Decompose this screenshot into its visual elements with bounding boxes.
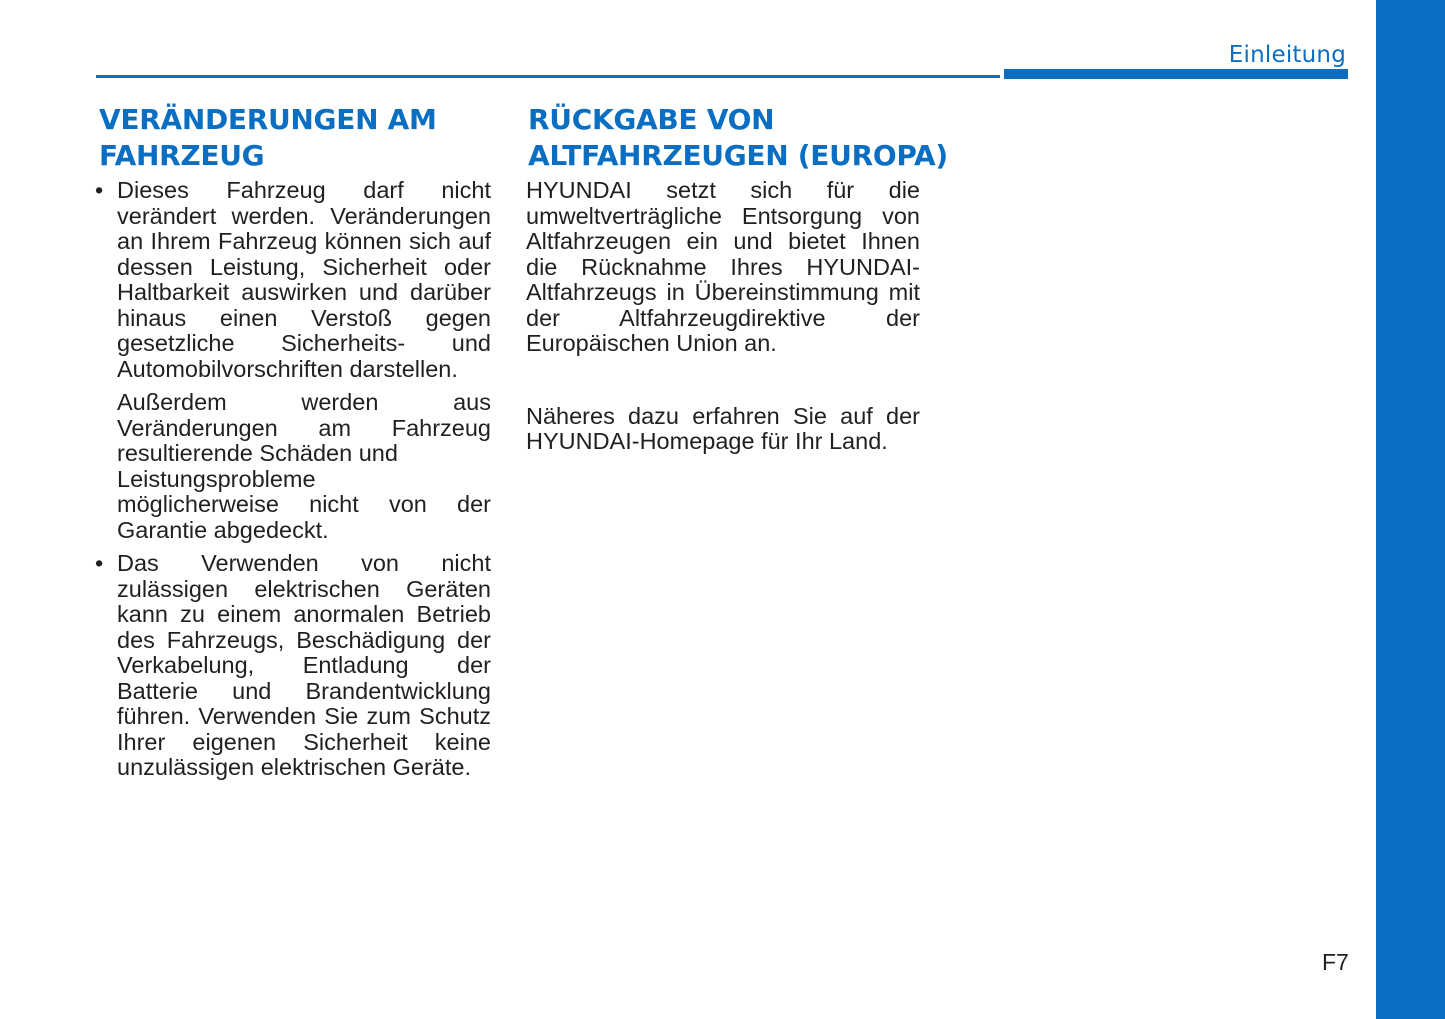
warranty-note <box>117 390 491 543</box>
vehicle-return-column <box>526 178 920 463</box>
bullet-icon: • <box>95 177 104 203</box>
bullet-icon: • <box>95 550 104 576</box>
bullet-item-electrical-devices <box>95 550 491 781</box>
modifications-column <box>95 177 491 789</box>
bullet-text-modifications: Dieses Fahrzeug darf nicht verändert werden. Veränderungen an Ihrem Fahrzeug können sich auf dessen Leistung, Sicherheit oder Haltbarkeit auswirken und darüber hinaus einen Verstoß gegen gesetzliche Sicherheits- und Automobilvorschriften darstellen. <box>117 177 491 382</box>
warranty-note-line3: möglicherweise nicht von der Garantie abgedeckt. <box>117 491 491 543</box>
heading-modifications-line1: VERÄNDERUNGEN AM <box>99 103 437 136</box>
warranty-note-line2: Leistungsprobleme <box>117 465 316 492</box>
paragraph-spacer <box>526 365 920 404</box>
heading-vehicle-return-line1: RÜCKGABE VON <box>528 103 775 136</box>
heading-vehicle-return-line2: ALTFAHRZEUGEN (EUROPA) <box>528 139 948 172</box>
section-label: Einleitung <box>1228 42 1346 68</box>
side-color-bar <box>1376 0 1445 1019</box>
page-number: F7 <box>1322 949 1349 975</box>
heading-vehicle-return <box>528 102 948 174</box>
warranty-note-line1: Außerdem werden aus Veränderungen am Fahrzeug resultierende Schäden und <box>117 389 491 466</box>
bullet-item-modifications <box>95 177 491 543</box>
bullet-text-electrical-devices: Das Verwenden von nicht zulässigen elektrischen Geräten kann zu einem anormalen Betrieb des Fahrzeugs, Beschädigung der Verkabelung, Entladung der Batterie und Brandentwicklung führen. Verwenden Sie zum Schutz Ihrer eigenen Sicherheit keine unzulässigen elektrischen Geräte. <box>117 550 491 780</box>
header-rule-thin <box>96 75 1000 78</box>
homepage-paragraph: Näheres dazu erfahren Sie auf der HYUNDAI-Homepage für Ihr Land. <box>526 402 920 454</box>
heading-modifications-line2: FAHRZEUG <box>99 139 265 172</box>
header-rule-thick <box>1004 69 1348 79</box>
heading-modifications <box>99 102 437 174</box>
vehicle-return-paragraph: HYUNDAI setzt sich für die umweltverträgliche Entsorgung von Altfahrzeugen ein und bietet Ihnen die Rücknahme Ihres HYUNDAI-Altfahrzeugs in Übereinstimmung mit der Altfahrzeugdirektive der Europäischen Union an. <box>526 177 920 356</box>
